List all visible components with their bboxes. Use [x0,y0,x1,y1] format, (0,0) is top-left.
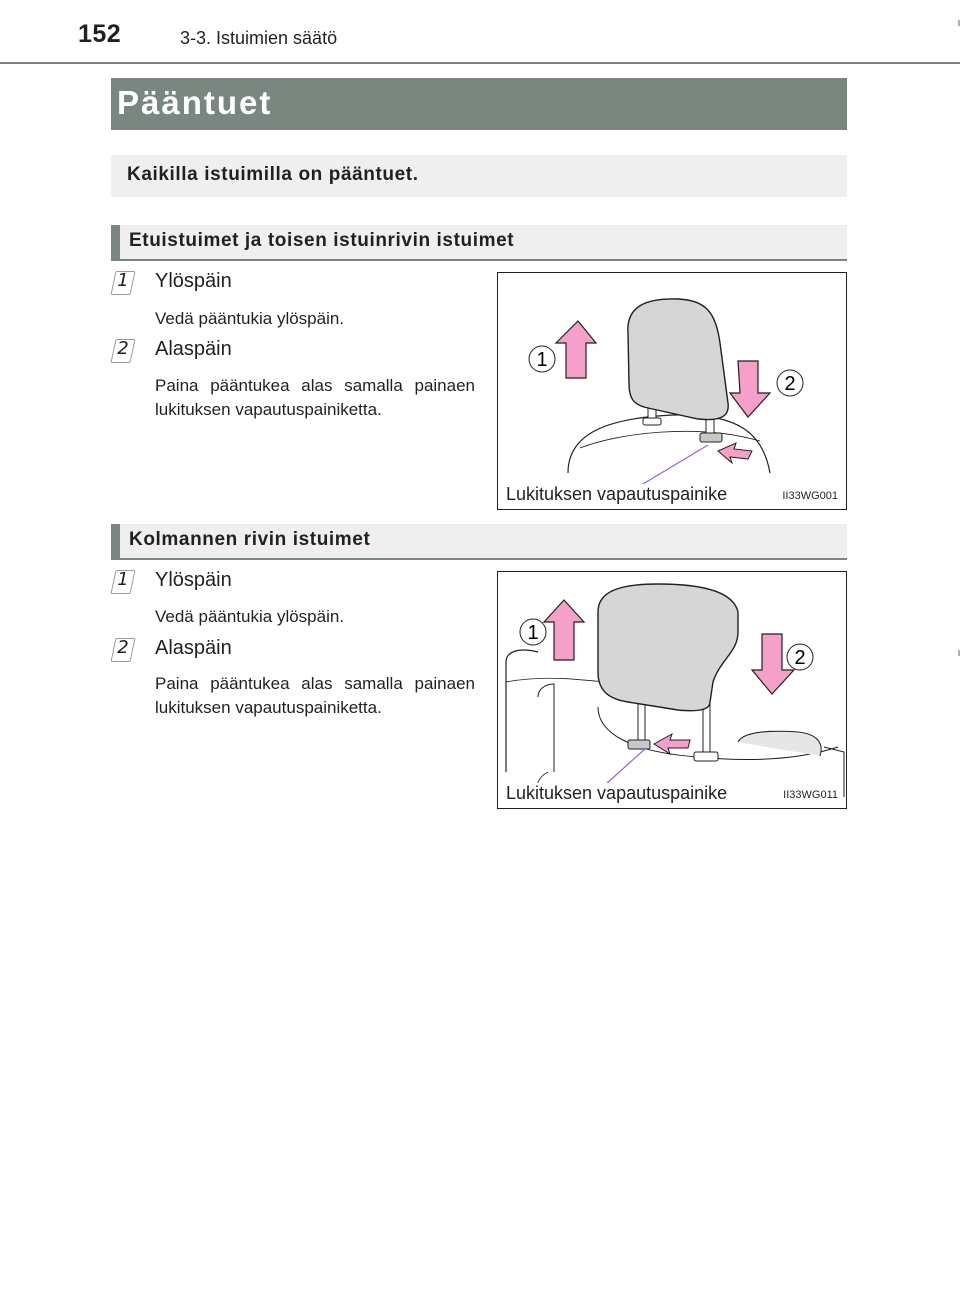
headrest-illustration [498,572,847,809]
step-title: Ylöspäin [155,270,232,292]
callout-2: 2 [784,373,796,395]
step-title: Ylöspäin [155,569,232,591]
step-number: 2 [113,637,133,663]
headrest-illustration [498,273,847,510]
arrow-up-icon [544,600,584,660]
press-arrow-icon [654,734,690,754]
callout-2: 2 [794,647,806,669]
section-banner [111,78,847,130]
figure-code: II33WG001 [782,490,838,502]
subheading-text: Kolmannen rivin istuimet [129,529,371,550]
arrow-up-icon [556,321,596,378]
figure-front-headrest [497,272,847,510]
step-title: Alaspäin [155,338,232,360]
subheading-front-seats [111,225,847,259]
intro-box [111,155,847,197]
arrow-down-icon [752,634,794,694]
step-number: 1 [113,270,133,296]
figure-third-row-headrest [497,571,847,809]
subheading-third-row [111,524,847,558]
figure-code: II33WG011 [783,789,838,801]
step-title: Alaspäin [155,637,232,659]
subheading-text: Etuistuimet ja toisen istuinrivin istuimet [129,230,515,251]
callout-1: 1 [527,622,539,644]
page-number: 152 [78,20,122,48]
step-number: 2 [113,338,133,364]
step-body: Paina pääntukea alas samalla painaen lukituksen vapautuspainiketta. [155,674,475,717]
header-rule [0,62,960,64]
intro-text: Kaikilla istuimilla on pääntuet. [127,164,419,185]
step-body: Paina pääntukea alas samalla painaen lukituksen vapautuspainiketta. [155,376,475,419]
figure-caption: Lukituksen vapautuspainike [506,783,730,804]
callout-1: 1 [536,349,548,371]
section-title: Pääntuet [117,84,273,121]
press-arrow-icon [718,443,752,463]
figure-caption: Lukituksen vapautuspainike [506,484,730,505]
arrow-down-icon [730,361,770,417]
step-body: Vedä pääntukia ylöspäin. [155,309,345,328]
step-number: 1 [113,569,133,595]
running-header: 3-3. Istuimien säätö [180,28,338,48]
step-body: Vedä pääntukia ylöspäin. [155,607,345,626]
